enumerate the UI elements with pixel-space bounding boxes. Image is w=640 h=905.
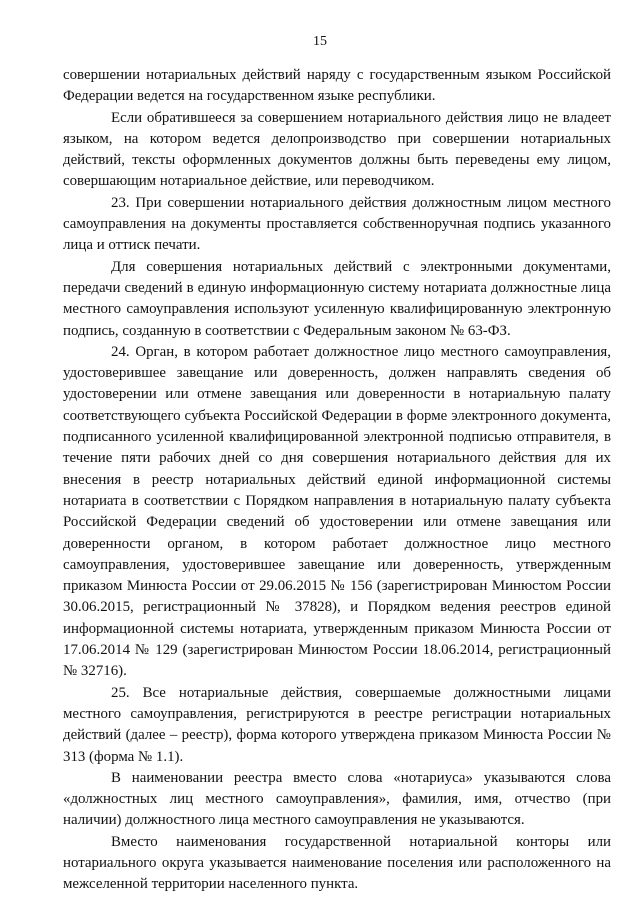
paragraph-8: Вместо наименования государственной нотариальной конторы или нотариального округа указывается наименование поселения или расположенного на межселенной территории населенного пункта. bbox=[63, 833, 611, 893]
paragraph-3: 23. При совершении нотариального действия должностным лицом местного самоуправления на документы проставляется собственноручная подпись указанного лица и оттиск печати. bbox=[63, 194, 611, 254]
paragraph-5: 24. Орган, в котором работает должностное лицо местного самоуправления, удостоверившее завещание или доверенность, должен направлять сведения об удостоверении или отмене завещания или доверенности в нотариальную палату соответствующего субъекта Российской Федерации в форме электронного документа, подписанного усиленной квалифицированной электронной подписью отправителя, в течение пяти рабочих дней со дня совершения нотариального действия для их внесения в реестр нотариальных действий единой информационной системы нотариата в соответствии с Порядком направления в нотариальную палату субъекта Российской Федерации сведений об удостоверении или отмене завещания или доверенности органом, в котором работает должностное лицо местного самоуправления, удостоверившее завещание или доверенность, утвержденным приказом Минюста России от 29.06.2015 № 156 (зарегистрирован Минюстом России 30.06.2015, регистрационный № 37828), и Порядком ведения реестров единой информационной системы нотариата, утвержденным приказом Минюста России от 17.06.2014 № 129 (зарегистрирован Минюстом России 18.06.2014, регистрационный № 32716). bbox=[63, 343, 611, 680]
paragraph-7: В наименовании реестра вместо слова «нотариуса» указываются слова «должностных лиц местного самоуправления», фамилия, имя, отчество (при наличии) должностного лица местного самоуправления не указываются. bbox=[63, 769, 611, 829]
paragraph-4: Для совершения нотариальных действий с электронными документами, передачи сведений в единую информационную систему нотариата должностные лица местного самоуправления используют усиленную квалифицированную электронную подпись, созданную в соответствии с Федеральным законом № 63-ФЗ. bbox=[63, 258, 611, 339]
paragraph-6: 25. Все нотариальные действия, совершаемые должностными лицами местного самоуправления, регистрируются в реестре регистрации нотариальных действий (далее – реестр), форма которого утверждена приказом Минюста России № 313 (форма № 1.1). bbox=[63, 684, 611, 765]
page-number: 15 bbox=[313, 34, 327, 49]
document-body bbox=[63, 65, 611, 896]
paragraph-2: Если обратившееся за совершением нотариального действия лицо не владеет языком, на котором ведется делопроизводство при совершении нотариальных действий, тексты оформленных документов должны быть переведены ему лицом, совершающим нотариальное действие, или переводчиком. bbox=[63, 109, 611, 190]
paragraph-1: совершении нотариальных действий наряду с государственным языком Российской Федерации ведется на государственном языке республики. bbox=[63, 67, 611, 105]
